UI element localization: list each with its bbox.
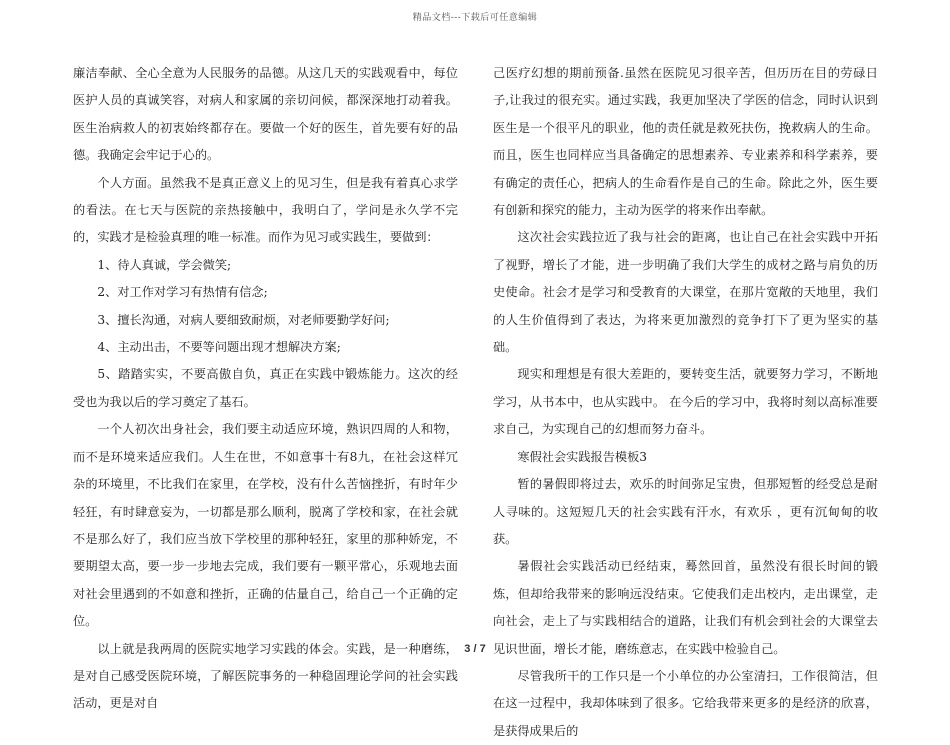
document-header: 精品文档---下载后可任意编辑 [412, 13, 538, 23]
paragraph: 这次社会实践拉近了我与社会的距离，也让自己在社会实践中开拓了视野，增长了才能，进一步明确了我们大学生的成材之路与肩负的历史使命。社会才是学习和受教育的大课堂，在那片宽敞的天地里，我们的人生价值得到了表达，为将来更加激烈的竞争打下了更为坚实的基础。 [493, 230, 878, 355]
left-column [73, 60, 458, 718]
list-item: 3、擅长沟通，对病人要细致耐烦，对老师要勤学好问; [97, 312, 390, 327]
section-heading: 寒假社会实践报告模板3 [517, 449, 648, 464]
paragraph: 廉洁奉献、全心全意为人民服务的品德。从这几天的实践观看中，每位医护人员的真诚笑容，对病人和家属的亲切问候，都深深地打动着我。医生治病救人的初衷始终都存在。要做一个好的医生，首先要有好的品德。我确定会牢记于心的。 [73, 66, 458, 163]
list-item: 5、踏踏实实，不要高傲自负，真正在实践中锻炼能力。这次的经受也为我以后的学习奠定了基石。 [73, 367, 458, 409]
paragraph: 暂的暑假即将过去，欢乐的时间弥足宝贵，但那短暂的经受总是耐人寻味的。这短短几天的社会实践有汗水，有欢乐 ，更有沉甸甸的收获。 [493, 477, 878, 546]
paragraph: 以上就是我两周的医院实地学习实践的体会。实践，是一种磨练，是对自己感受医院环境，了解医院事务的一种稳固理论学问的社会实践活动，更是对自 [73, 641, 458, 711]
paragraph: 己医疗幻想的期前预备.虽然在医院见习很辛苦，但历历在目的劳碌日子,让我过的很充实。通过实践，我更加坚决了学医的信念，同时认识到医生是一个很平凡的职业，他的责任就是救死扶伤，挽救病人的生命。而且，医生也同样应当具备确定的思想素养、专业素养和科学素养，要有确定的责任心，把病人的生命看作是自己的生命。除此之外，医生要有创新和探究的能力，主动为医学的将来作出奉献。 [493, 66, 878, 218]
list-item: 2、对工作对学习有热情有信念; [97, 285, 268, 300]
paragraph: 暑假社会实践活动已经结束，蓦然回首，虽然没有很长时间的锻炼，但却给我带来的影响远没结束。它使我们走出校内，走出课堂，走向社会，走上了与实践相结合的道路，让我们有机会到社会的大课堂去见识世面，增长才能，磨练意志，在实践中检验自己。 [493, 559, 878, 656]
paragraph: 个人方面。虽然我不是真正意义上的见习生，但是我有着真心求学的看法。在七天与医院的亲热接触中，我明白了，学问是永久学不完的，实践才是检验真理的唯一标准。而作为见习或实践生，要做到： [73, 175, 458, 245]
list-item: 4、主动出击，不要等问题出现才想解决方案; [97, 340, 341, 355]
list-item: 1、待人真诚，学会微笑; [97, 257, 232, 272]
page-number: 3 / 7 [464, 643, 486, 655]
paragraph: 尽管我所干的工作只是一个小单位的办公室清扫，工作很简洁，但在这一过程中，我却体味到了很多。它给我带来更多的是经济的欣喜，是获得成果后的 [493, 668, 878, 738]
paragraph: 一个人初次出身社会，我们要主动适应环境，熟识四周的人和物，而不是环境来适应我们。人生在世，不如意事十有8九，在社会这样冗杂的环境里，不比我们在家里，在学校，没有什么苦恼挫折，有时年少轻狂，有时肆意妄为，一切都是那么顺利，脱离了学校和家，在社会就不是那么好了，我们应当放下学校里的那种轻狂，家里的那种娇宠，不要期望太高，要一步一步地去完成，我们要有一颗平常心，乐观地去面对社会里遇到的不如意和挫折，正确的估量自己，给自己一个正确的定位。 [73, 422, 458, 629]
paragraph: 现实和理想是有很大差距的，要转变生活，就要努力学习，不断地学习，从书本中，也从实践中。 在今后的学习中，我将时刻以高标准要求自己，为实现自己的幻想而努力奋斗。 [493, 367, 878, 437]
